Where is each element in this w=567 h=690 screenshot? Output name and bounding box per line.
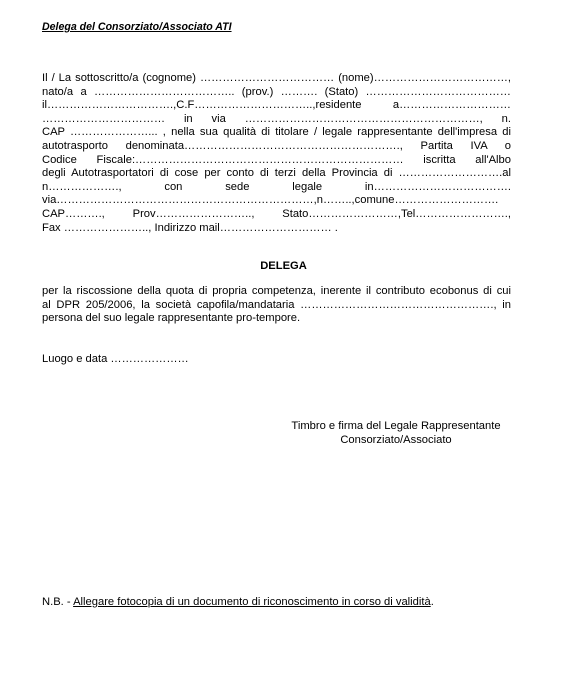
declaration-line: autotrasporto denominata…………………………………………………., Partita IVA o	[42, 139, 511, 152]
declaration-line: Fax ………………….., Indirizzo mail………………………… .	[42, 221, 338, 234]
declaration-line: CAP …………………... , nella sua qualità di titolare / legale rappresentante dell'impresa di	[42, 126, 511, 139]
footnote-suffix: .	[430, 596, 434, 608]
signature-label: Timbro e firma del Legale Rappresentante	[291, 420, 501, 432]
footnote-prefix: N.B. -	[42, 596, 74, 608]
declaration-line: il…………………………….,C.F…………………………..,residente a…………………………	[42, 99, 511, 112]
declaration-line: via……………………………………………………………,n……..,comune……………………….	[42, 194, 499, 207]
declaration-paragraph	[42, 72, 511, 235]
delega-line: per la riscossione della quota di propria competenza, inerente il contributo ecobonus di cui	[42, 285, 511, 297]
document-header: Delega del Consorziato/Associato ATI	[42, 21, 232, 33]
declaration-line: degli Autotrasportatori di cose per conto di terzi della Provincia di ……………………….al	[42, 167, 511, 180]
signature-role: Consorziato/Associato	[340, 433, 452, 446]
declaration-line: Codice Fiscale:……………………………………………………………… iscritta all'Albo	[42, 153, 511, 166]
luogo-data-field: Luogo e data …………………	[42, 353, 189, 365]
delega-line: al DPR 205/2006, la società capofila/mandataria ……………………………………………., in	[42, 298, 511, 311]
signature-block	[283, 420, 509, 447]
delega-line: persona del suo legale rappresentante pro-tempore.	[42, 312, 301, 325]
declaration-line: CAP………., Prov…………………….., Stato……………………,Tel…………………….,	[42, 207, 511, 220]
footnote-text: Allegare fotocopia di un documento di riconoscimento in corso di validità	[73, 596, 431, 608]
footnote	[42, 596, 434, 608]
delega-paragraph	[42, 285, 511, 326]
delega-title: DELEGA	[260, 260, 307, 272]
declaration-line: Il / La sottoscritto/a (cognome) ……………………………… (nome)………………………………,	[42, 72, 511, 84]
declaration-line: nato/a a ……………………………….. (prov.) ………. (Stato) …………………………………	[42, 85, 511, 98]
declaration-line: …………………………… in via ………………………………………………………, n.	[42, 112, 511, 125]
declaration-line: n………………., con sede legale in……………………………….	[42, 180, 511, 193]
